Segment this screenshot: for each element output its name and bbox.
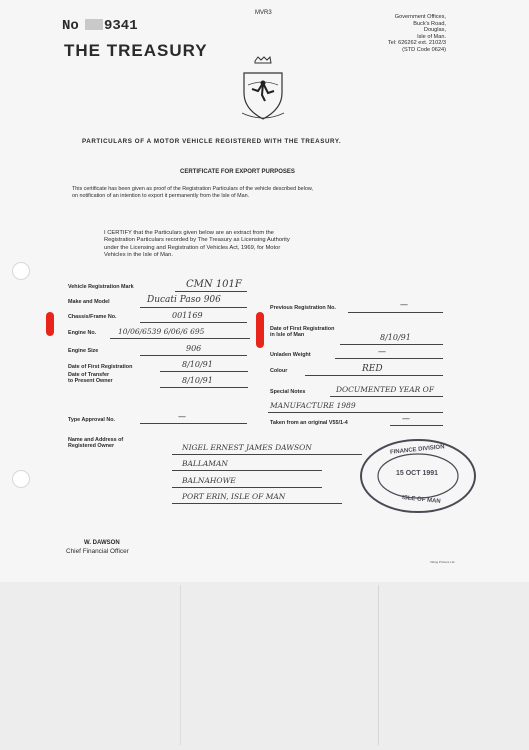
signatory-title: Chief Financial Officer [66,548,129,555]
crest-icon [238,55,288,123]
address-line: (STD Code 0624) [402,46,446,53]
reg-mark-value: CMN 101F [186,279,242,290]
serial-prefix: No [62,18,79,34]
field-line [110,338,250,339]
first-reg-value: 8/10/91 [182,360,213,369]
field-line [140,307,247,308]
previous-reg-value: — [400,300,408,309]
text-line: Date of Transfer [68,372,110,378]
stamp-date: 15 OCT 1991 [396,470,439,477]
text-line: Vehicles in the Isle of Man. [104,252,173,259]
backing-sheet [0,582,529,750]
type-approval-label: Type Approval No. [68,417,116,423]
text-line: Date of First Registration [270,326,335,332]
field-line [140,322,247,323]
fold-crease [180,585,181,745]
engine-no-value: 10/06/6539 6/06/6 695 [118,327,205,336]
text-line: I CERTIFY that the Particulars given below are an extract from the [104,230,274,236]
field-line [140,423,247,424]
punch-hole [12,262,30,280]
stamp-top-text: FINANCE DIVISION [389,444,445,456]
text-line: Registered Owner [68,443,115,449]
chassis-label: Chassis/Frame No. [68,314,117,320]
owner-line-1: NIGEL ERNEST JAMES DAWSON [182,443,312,452]
field-line [172,454,362,455]
engine-no-label: Engine No. [68,330,97,336]
serial-number: 9341 [104,18,138,34]
fold-crease [378,585,379,745]
field-line [140,355,247,356]
address-line: Douglas, [423,27,446,34]
office-address [346,14,446,54]
text-line: on notification of an intention to export it permanently from the Isle of Man. [72,192,250,199]
text-line: in Isle of Man [270,332,305,338]
form-heading: PARTICULARS OF A MOTOR VEHICLE REGISTERED WITH THE TREASURY. [82,138,342,145]
engine-size-label: Engine Size [68,348,99,354]
form-number: MVR3 [255,10,272,16]
field-line [330,396,443,397]
stamp-bottom-text: ISLE OF MAN [401,494,441,506]
unladen-weight-label: Unladen Weight [270,352,311,358]
field-line [390,425,443,426]
page-title: THE TREASURY [64,41,208,60]
redaction-mark [46,312,54,336]
field-line [172,503,342,504]
owner-label [68,437,123,449]
taken-from-label: Taken from an original V55/1-4 [270,420,348,426]
owner-line-2: BALLAMAN [182,459,228,468]
address-line: Tel: 626262 ext. 2102/3 [387,40,446,47]
special-notes-label: Special Notes [270,389,306,395]
previous-reg-label: Previous Registration No. [270,305,336,311]
colour-label: Colour [270,368,288,374]
text-line: to Present Owner [68,378,113,384]
field-line [268,412,443,413]
field-line [335,358,443,359]
first-reg-iom-label [270,326,334,338]
field-line [340,344,443,345]
colour-value: RED [362,364,383,374]
special-notes-value-2: MANUFACTURE 1989 [270,401,356,410]
make-model-label: Make and Model [68,299,110,305]
signatory-name: W. DAWSON [84,540,120,546]
first-reg-iom-value: 8/10/91 [380,333,411,342]
punch-hole [12,470,30,488]
text-line: Name and Address of [68,437,124,443]
field-line [160,371,248,372]
certificate-title: CERTIFICATE FOR EXPORT PURPOSES [180,169,295,175]
taken-from-value: — [402,414,410,423]
printer-imprint: Viking Printers Ltd. [430,560,456,564]
reg-mark-label: Vehicle Registration Mark [68,284,134,290]
text-line: Registration Particulars recorded by The Treasury as Licensing Authority [104,237,290,244]
transfer-value: 8/10/91 [182,376,213,385]
field-line [172,470,322,471]
chassis-value: 001169 [172,311,203,320]
type-approval-value: — [178,412,186,421]
redacted-area [85,19,103,30]
address-line: Government Offices, [394,14,446,20]
first-reg-label: Date of First Registration [68,364,133,370]
field-line [175,291,247,292]
engine-size-value: 906 [186,344,202,353]
field-line [348,312,443,313]
certify-text [104,230,434,260]
transfer-label [68,372,113,384]
field-line [160,387,248,388]
address-line: Buck's Road, [413,20,446,27]
text-line: This certificate has been given as proof of the Registration Particulars of the vehicle described below, [72,186,313,192]
intro-text [72,186,462,200]
owner-line-4: PORT ERIN, ISLE OF MAN [182,492,286,501]
field-line [305,375,443,376]
text-line: under the Licensing and Registration of Vehicles Act, 1969, for Motor [104,244,281,251]
address-line: Isle of Man. [417,33,446,40]
owner-line-3: BALNAHOWE [182,476,236,485]
redaction-mark [256,312,264,348]
make-model-value: Ducati Paso 906 [147,295,221,305]
field-line [172,487,322,488]
special-notes-value: DOCUMENTED YEAR OF [336,385,435,394]
unladen-weight-value: — [378,347,386,356]
